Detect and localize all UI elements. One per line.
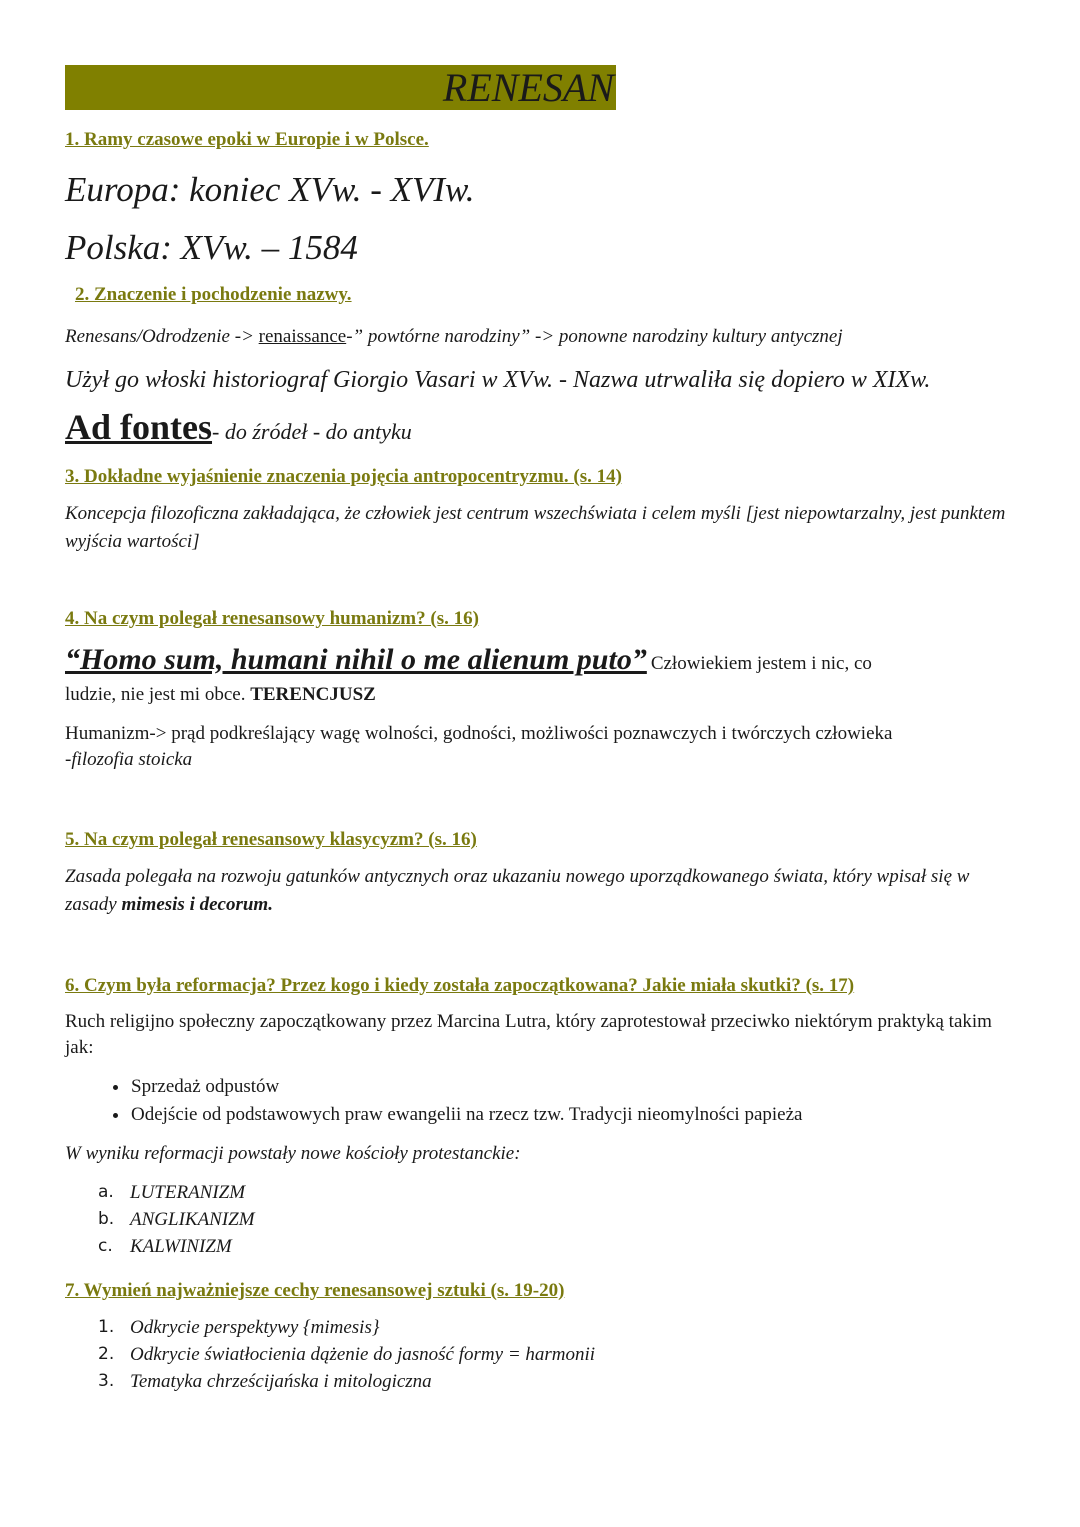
quote-author: TERENCJUSZ <box>250 684 376 705</box>
latin-quote-line <box>65 644 1025 681</box>
list-item <box>98 1368 1025 1395</box>
list-item-text: ANGLIKANIZM <box>130 1209 255 1230</box>
list-item <box>98 1233 1025 1260</box>
list-item <box>98 1341 1025 1368</box>
section-7-heading: 7. Wymień najważniejsze cechy renesansowej sztuki (s. 19-20) <box>65 1280 565 1301</box>
list-marker: a. <box>98 1182 114 1202</box>
section-3-heading: 3. Dokładne wyjaśnienie znaczenia pojęcia antropocentryzmu. (s. 14) <box>65 466 622 487</box>
section-6-heading: 6. Czym była reformacja? Przez kogo i kiedy została zapoczątkowana? Jakie miała skutki? (s. 17) <box>65 975 855 996</box>
classicism-definition <box>65 863 1025 919</box>
ad-fontes-meaning: - do źródeł - do antyku <box>212 419 412 444</box>
list-item-text: LUTERANIZM <box>130 1182 246 1203</box>
renaissance-term: renaissance <box>258 326 347 347</box>
list-item <box>98 1179 1025 1206</box>
list-marker: 1. <box>98 1317 115 1337</box>
polska-timeframe: Polska: XVw. – 1584 <box>65 228 358 267</box>
section-4-heading: 4. Na czym polegał renesansowy humanizm? (s. 16) <box>65 608 479 629</box>
ad-fontes-line <box>65 404 1025 458</box>
latin-quote: “Homo sum, humani nihil o me alienum puto” <box>65 643 647 676</box>
classicism-text: Zasada polegała na rozwoju gatunków antycznych oraz ukazaniu nowego uporządkowanego świata, który wpisał się w zasady <box>65 866 970 915</box>
list-item: • Odejście od podstawowych praw ewangelii na rzecz tzw. Tradycji nieomylności papieża <box>130 1101 1025 1129</box>
ad-fontes-term: Ad fontes <box>65 407 213 447</box>
document-page <box>65 65 1025 1395</box>
protestant-churches-list <box>65 1179 1025 1260</box>
vasari-line: Użył go włoski historiograf Giorgio Vasari w XVw. - Nazwa utrwaliła się dopiero w XIXw. <box>65 367 931 393</box>
list-item-text: KALWINIZM <box>130 1236 232 1257</box>
list-marker: 2. <box>98 1344 115 1364</box>
quote-translation: Człowiekiem jestem i nic, co <box>650 653 872 674</box>
stoic-philosophy-note: -filozofia stoicka <box>65 749 193 770</box>
list-item <box>98 1206 1025 1233</box>
section-5-heading: 5. Na czym polegał renesansowy klasycyzm? (s. 16) <box>65 829 477 850</box>
reformation-definition: Ruch religijno społeczny zapoczątkowany przez Marcina Lutra, który zaprotestował przeciwko niektórym praktyką takim jak: <box>65 1011 992 1058</box>
section-1-heading: 1. Ramy czasowe epoki w Europie i w Polsce. <box>65 129 429 150</box>
list-marker: c. <box>98 1236 113 1256</box>
quote-translation-line2 <box>65 681 1025 709</box>
list-marker: 3. <box>98 1371 115 1391</box>
page-title: RENESAN <box>442 65 614 110</box>
list-item-text: Odkrycie światłocienia dążenie do jasność formy = harmonii <box>130 1344 596 1365</box>
title-banner <box>65 65 616 110</box>
europa-timeframe: Europa: koniec XVw. - XVIw. <box>65 170 475 209</box>
humanism-definition: Humanizm-> prąd podkreślający wagę wolności, godności, możliwości poznawczych i twórczych człowieka <box>65 723 893 744</box>
practices-list <box>65 1073 1025 1129</box>
art-features-list <box>65 1314 1025 1395</box>
section-2-heading: 2. Znaczenie i pochodzenie nazwy. <box>75 284 352 305</box>
classicism-terms: mimesis i decorum. <box>121 894 273 915</box>
list-item <box>98 1314 1025 1341</box>
quote-translation-end: ludzie, nie jest mi obce. <box>65 684 246 705</box>
list-item-text: Tematyka chrześcijańska i mitologiczna <box>130 1371 432 1392</box>
list-item: • Sprzedaż odpustów <box>130 1073 1025 1101</box>
name-origin-line <box>65 324 1025 350</box>
list-marker: b. <box>98 1209 115 1229</box>
list-item-text: Odkrycie perspektywy {mimesis} <box>130 1317 380 1338</box>
name-origin-part-b: -” powtórne narodziny” -> ponowne narodziny kultury antycznej <box>346 326 843 347</box>
reformation-result: W wyniku reformacji powstały nowe kościoły protestanckie: <box>65 1143 521 1164</box>
name-origin-part-a: Renesans/Odrodzenie -> <box>65 326 259 347</box>
anthropocentrism-definition: Koncepcja filozoficzna zakładająca, że człowiek jest centrum wszechświata i celem myśli [jest niepowtarzalny, jest punktem wyjścia wartości] <box>65 503 1006 552</box>
